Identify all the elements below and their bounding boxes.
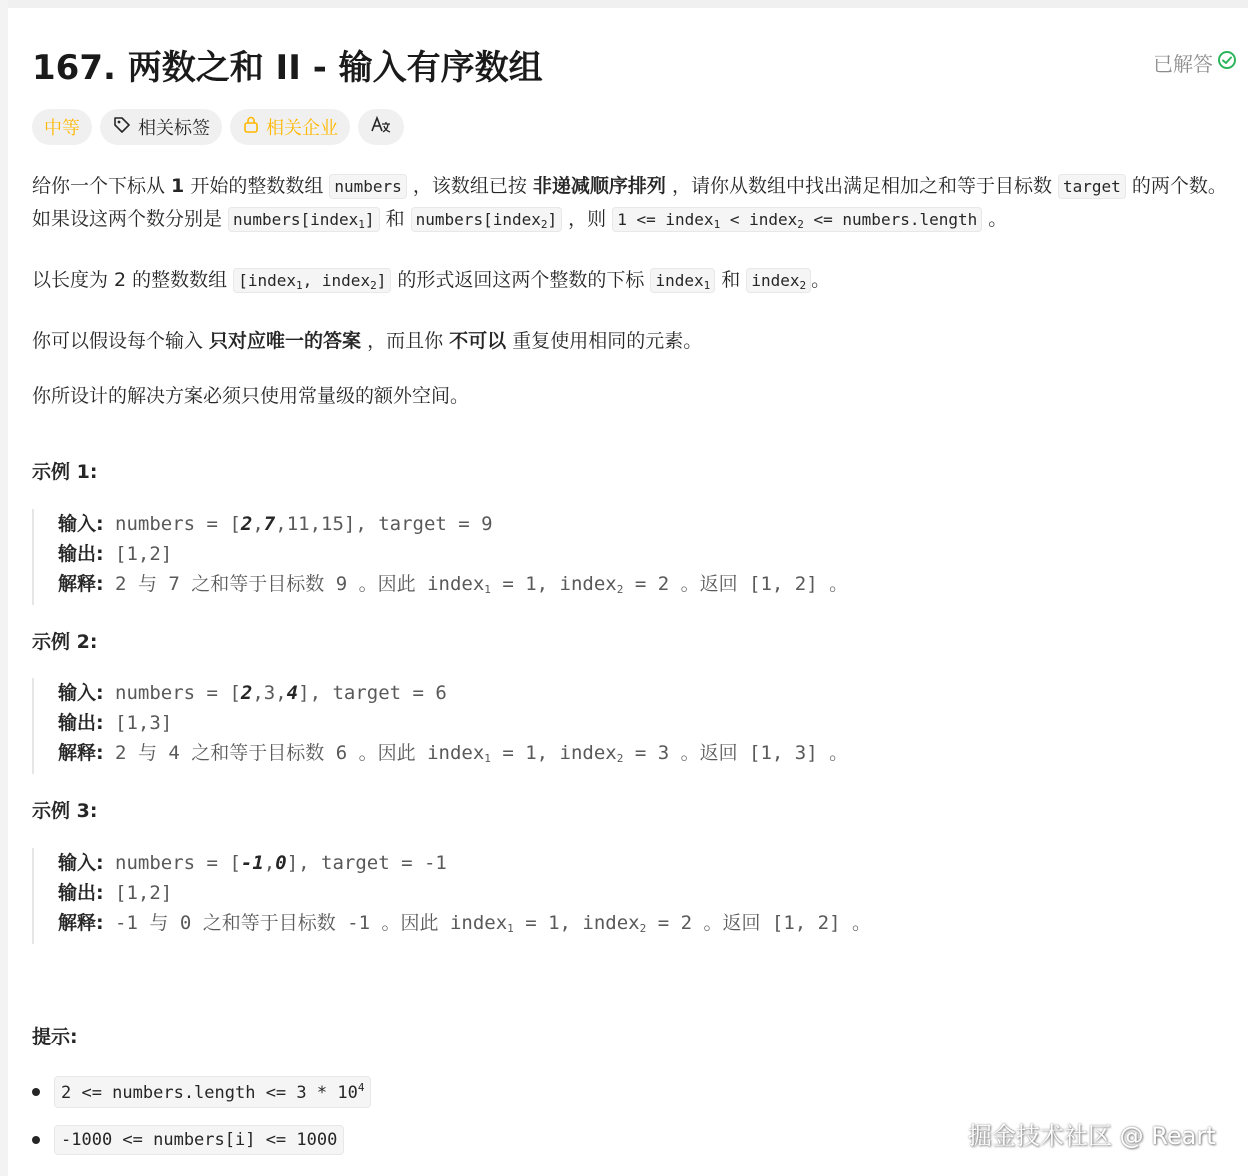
hint-2-code: -1000 <= numbers[i] <= 1000 <box>54 1125 344 1155</box>
example-2-block <box>32 678 1158 774</box>
tag-row <box>32 109 404 145</box>
example-2-output: 输出: [1,3] <box>58 712 173 734</box>
example-3-input: 输入: numbers = [-1,0], target = -1 <box>58 852 447 874</box>
code-index2: index$_2$ <box>746 268 811 293</box>
example-1-block <box>32 509 1158 605</box>
solved-label: 已解答 <box>1153 52 1213 76</box>
related-tags-button[interactable] <box>100 109 222 145</box>
example-2-title: 示例 2: <box>32 631 98 653</box>
example-2-input: 输入: numbers = [2,3,4], target = 6 <box>58 682 447 704</box>
left-frame-strip <box>0 0 8 1176</box>
example-1-title: 示例 1: <box>32 461 98 483</box>
example-3-output: 输出: [1,2] <box>58 882 173 904</box>
example-1-input: 输入: numbers = [2,7,11,15], target = 9 <box>58 513 493 535</box>
example-2-explanation: 解释: 2 与 4 之和等于目标数 6 。因此 index$_1$ = 1, index$_2$ = 3 。返回 [1, 3] 。 <box>58 742 849 765</box>
problem-title: 167. 两数之和 II - 输入有序数组 <box>32 48 543 88</box>
related-companies-label: 相关企业 <box>266 118 338 139</box>
bullet-icon <box>32 1136 40 1144</box>
bullet-icon <box>32 1088 40 1096</box>
example-1-explanation: 解释: 2 与 7 之和等于目标数 9 。因此 index$_1$ = 1, index$_2$ = 2 。返回 [1, 2] 。 <box>58 573 849 596</box>
tag-icon <box>112 115 132 140</box>
hint-item-2 <box>32 1125 344 1155</box>
problem-description <box>32 170 1242 435</box>
hints-title: 提示: <box>32 1026 78 1048</box>
translate-button[interactable] <box>358 109 404 145</box>
description-paragraph-2: 以长度为 2 的整数数组 [index$_1$, index$_2$] 的形式返回这两个整数的下标 index$_1$ 和 index$_2$ 。 <box>32 269 831 292</box>
bold-non-decreasing: 非递减顺序排列 <box>532 175 666 197</box>
watermark: 掘金技术社区 @ Reart <box>968 1122 1216 1150</box>
example-1-output: 输出: [1,2] <box>58 543 173 565</box>
difficulty-badge[interactable] <box>32 109 92 145</box>
code-index-array: [index$_1$, index$_2$] <box>233 268 391 293</box>
related-tags-label: 相关标签 <box>138 118 210 139</box>
description-paragraph-3: 你可以假设每个输入 只对应唯一的答案 ，而且你 不可以 重复使用相同的元素。 <box>32 330 703 352</box>
code-index-condition: 1 <= index$_1$ < index$_2$ <= numbers.length <box>612 207 982 232</box>
code-numbers: numbers <box>329 174 406 199</box>
check-circle-icon <box>1217 50 1237 75</box>
description-paragraph-4: 你所设计的解决方案必须只使用常量级的额外空间。 <box>32 385 470 407</box>
related-companies-button[interactable] <box>230 109 350 145</box>
solved-status <box>1153 48 1237 77</box>
code-target: target <box>1058 174 1126 199</box>
code-numbers-index2: numbers[index$_2$] <box>411 207 563 232</box>
description-paragraph-1: 给你一个下标从 1 开始的整数数组 numbers ，该数组已按 非递减顺序排列 ，请你从数组中找出满足相加之和等于目标数 target 的两个数。如果设这两个数分别是 numbers[index$_1$] 和 numbers[index$_2$] ，则 1 <= index$_1$ < index$_2$ <= numbers.length 。 <box>32 175 1227 231</box>
top-frame-strip <box>0 0 1248 8</box>
example-3-title: 示例 3: <box>32 800 98 822</box>
example-3-explanation: 解释: -1 与 0 之和等于目标数 -1 。因此 index$_1$ = 1, index$_2$ = 2 。返回 [1, 2] 。 <box>58 912 871 935</box>
difficulty-label: 中等 <box>44 118 80 139</box>
code-index1: index$_1$ <box>650 268 715 293</box>
example-3-block <box>32 848 1158 944</box>
hint-item-1 <box>32 1076 371 1108</box>
lock-icon <box>242 115 260 140</box>
translate-icon <box>370 115 392 140</box>
hint-1-code: 2 <= numbers.length <= $3 * 10^4$ <box>54 1076 371 1108</box>
code-numbers-index1: numbers[index$_1$] <box>228 207 380 232</box>
